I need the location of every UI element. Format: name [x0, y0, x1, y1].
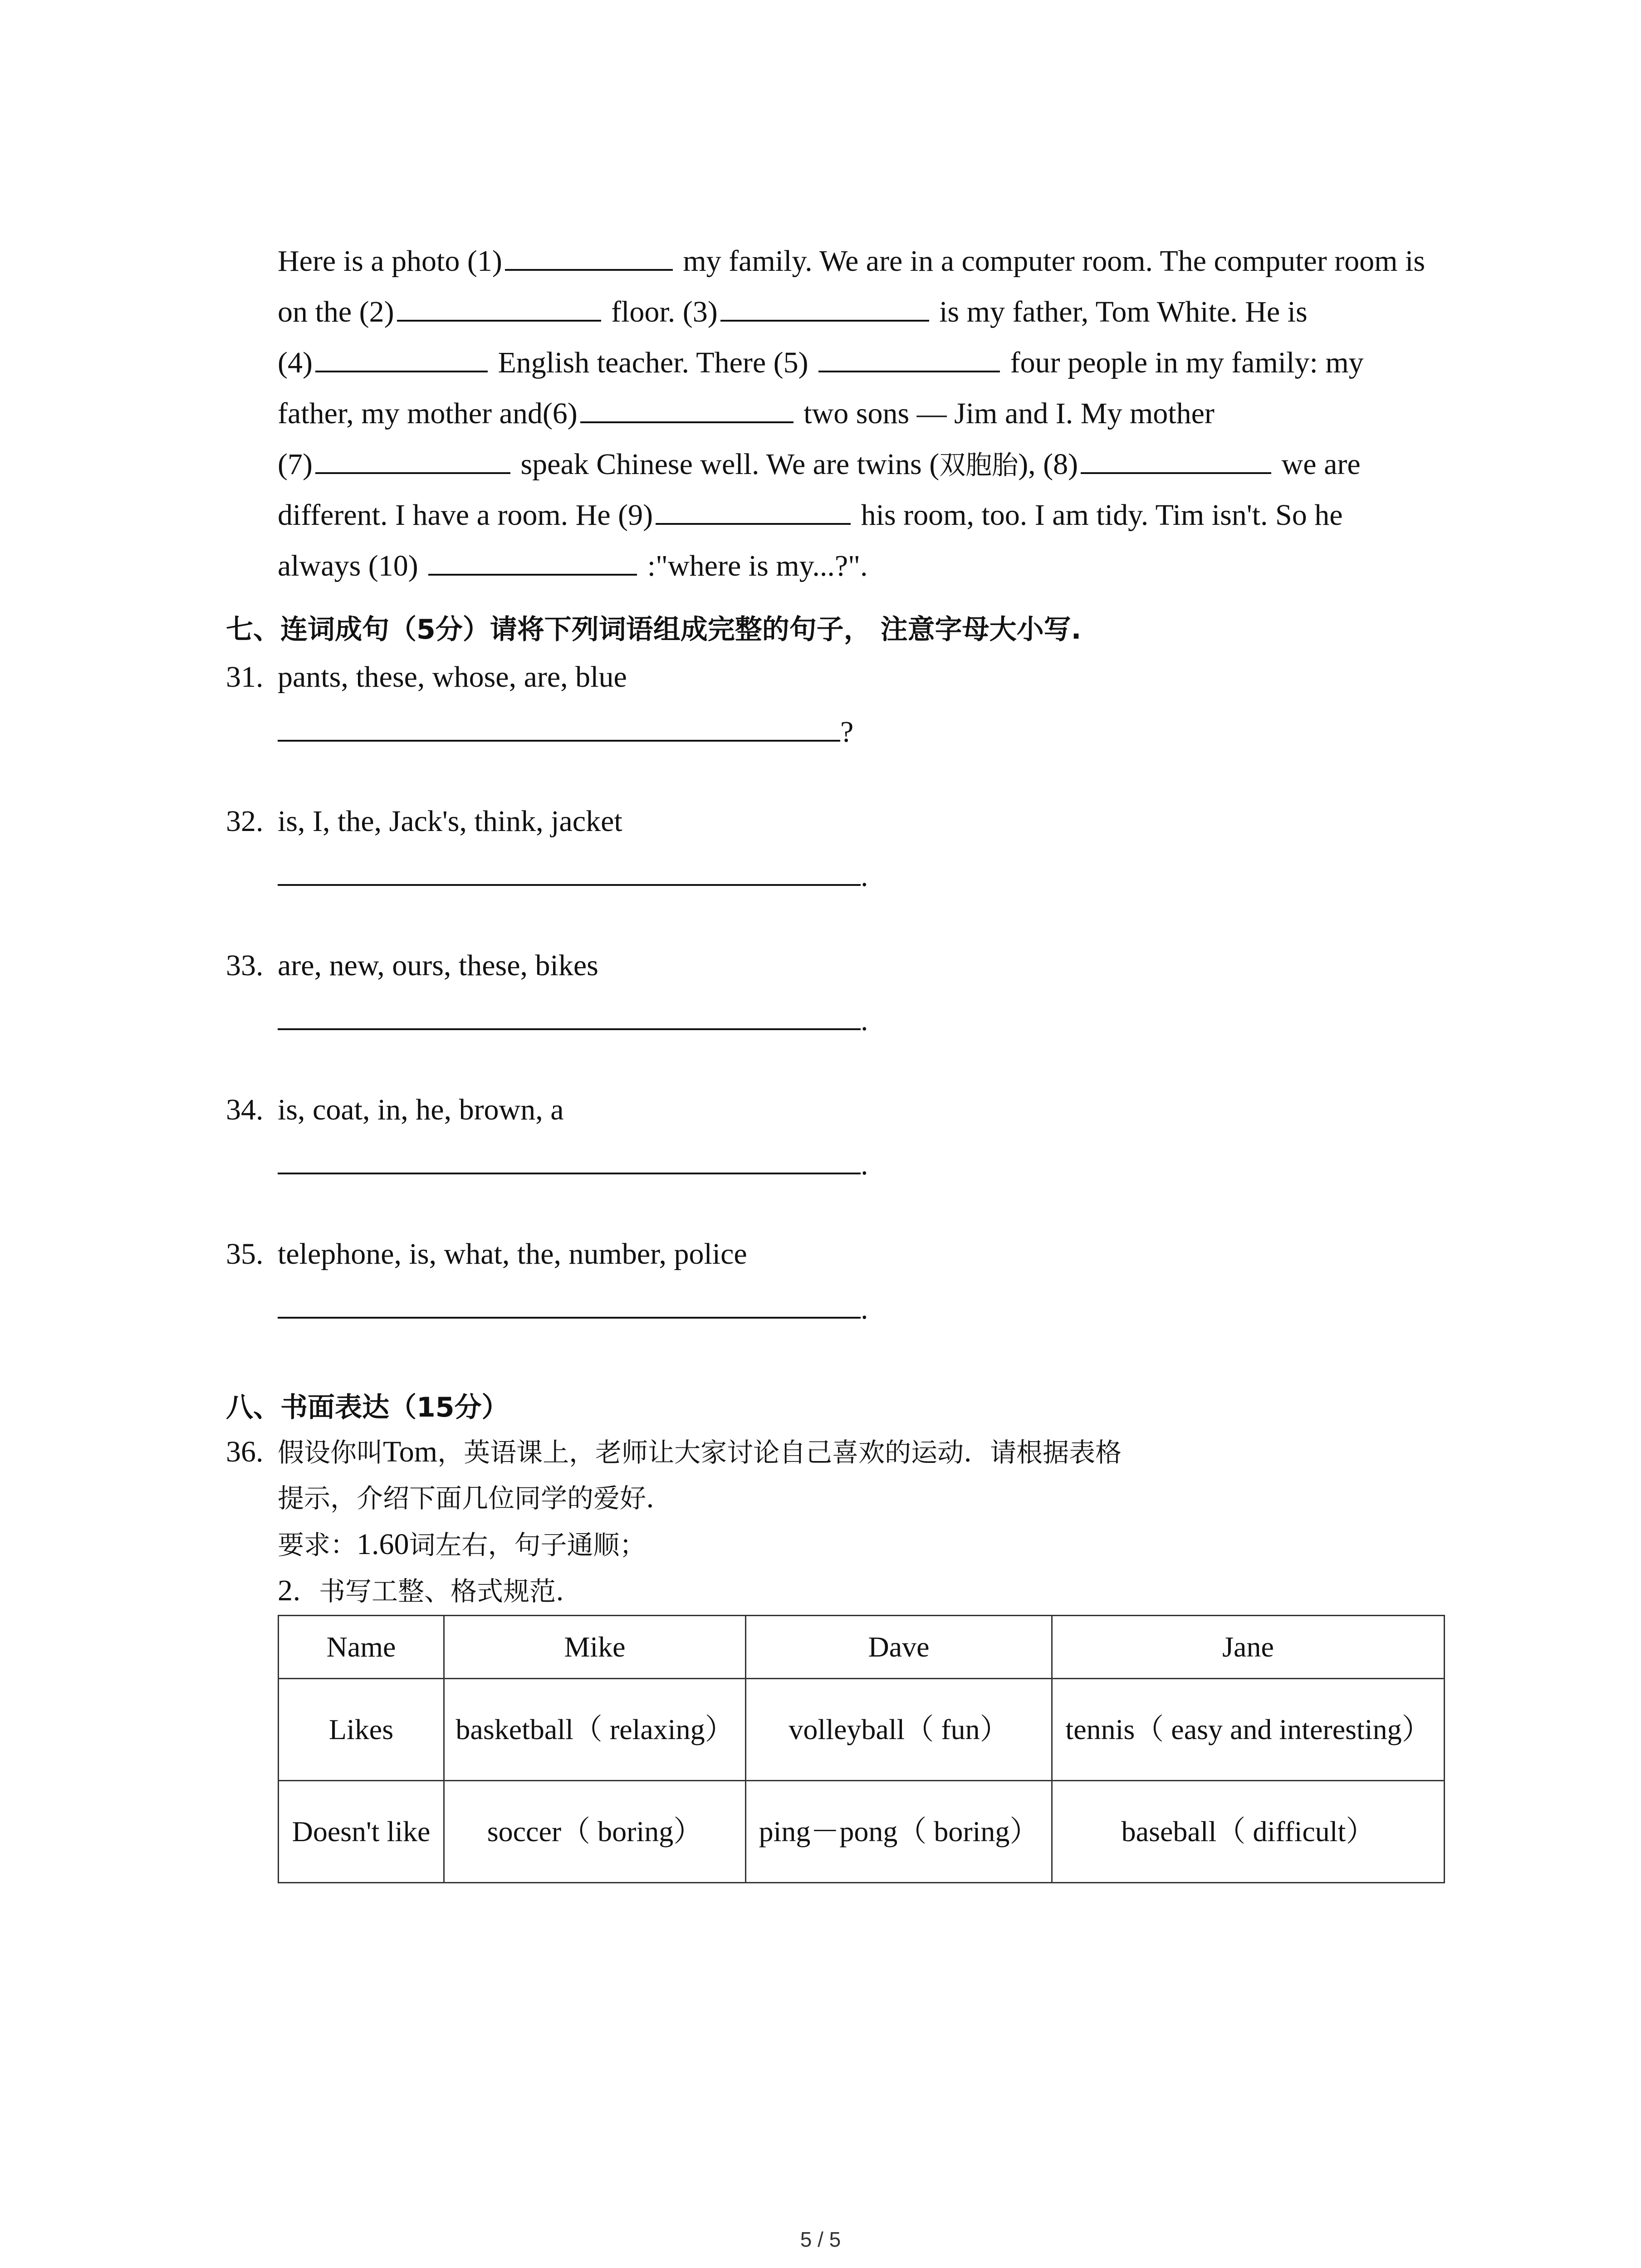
- answer-rule[interactable]: [278, 998, 861, 1030]
- prompt-line-4: 2．书写工整、格式规范．: [278, 1574, 583, 1607]
- answer-blank[interactable]: [656, 493, 851, 525]
- passage-text: speak Chinese well. We are twins (: [513, 448, 940, 481]
- prompt-line-3: 要求：1.60词左右，句子通顺；: [278, 1528, 646, 1561]
- passage-line: [278, 287, 1453, 337]
- table-cell: tennis（ easy and interesting）: [1052, 1679, 1445, 1781]
- passage-text: is my father, Tom White. He is: [931, 295, 1308, 328]
- answer-line[interactable]: [278, 1143, 868, 1181]
- answer-line[interactable]: [278, 710, 854, 748]
- passage-line: [278, 541, 1453, 591]
- answer-blank[interactable]: [505, 239, 673, 271]
- answer-blank[interactable]: [315, 442, 510, 474]
- passage-text: English teacher. There (5): [490, 346, 816, 379]
- answer-line[interactable]: [278, 1287, 868, 1325]
- passage-text: (4): [278, 346, 313, 379]
- answer-blank[interactable]: [428, 544, 637, 576]
- passage-line: [278, 439, 1453, 490]
- word-list: is, I, the, Jack's, think, jacket: [278, 805, 622, 838]
- question-number: 33.: [226, 949, 264, 982]
- answer-blank[interactable]: [397, 290, 601, 322]
- passage-text: Here is a photo (1): [278, 244, 502, 278]
- passage-text: we are: [1274, 448, 1361, 481]
- question-number: 36.: [226, 1435, 264, 1468]
- table-cell: ping－pong（ boring）: [746, 1781, 1052, 1883]
- passage-text: my family. We are in a computer room. The computer room is: [675, 244, 1425, 278]
- prompt-line-1: 36. 假设你叫Tom，英语课上，老师让大家讨论自己喜欢的运动．请根据表格: [226, 1429, 1122, 1475]
- passage-text: ), (8): [1018, 448, 1078, 481]
- answer-rule[interactable]: [278, 854, 861, 886]
- hobby-table: [278, 1615, 1445, 1883]
- answer-blank[interactable]: [1081, 442, 1271, 474]
- word-list: are, new, ours, these, bikes: [278, 949, 598, 982]
- sentence-end-mark: .: [861, 860, 868, 893]
- question-number: 31.: [226, 660, 264, 694]
- page-number: 5 / 5: [800, 2228, 841, 2251]
- header-cell: Mike: [444, 1616, 746, 1679]
- passage-text: on the (2): [278, 295, 394, 328]
- question-35: [226, 1237, 747, 1271]
- prompt-line-2: 提示，介绍下面几位同学的爱好．: [278, 1483, 673, 1514]
- answer-blank[interactable]: [818, 341, 1000, 372]
- sentence-end-mark: .: [861, 1292, 868, 1325]
- table-cell: Doesn't like: [279, 1781, 444, 1883]
- passage-line: [278, 388, 1453, 439]
- passage-text: father, my mother and(6): [278, 397, 578, 430]
- table-cell: baseball（ difficult）: [1052, 1781, 1445, 1883]
- passage-text: different. I have a room. He (9): [278, 499, 653, 532]
- word-list: is, coat, in, he, brown, a: [278, 1093, 564, 1126]
- table-header-row: [279, 1616, 1445, 1679]
- passage-text: his room, too. I am tidy. Tim isn't. So he: [853, 499, 1343, 532]
- passage-text: always (10): [278, 549, 426, 582]
- question-33: [226, 948, 598, 983]
- sentence-end-mark: .: [861, 1148, 868, 1181]
- table-cell: basketball（ relaxing）: [444, 1679, 746, 1781]
- passage-text: two sons — Jim and I. My mother: [796, 397, 1215, 430]
- table-cell: Likes: [279, 1679, 444, 1781]
- question-number: 34.: [226, 1093, 264, 1126]
- answer-line[interactable]: [278, 998, 868, 1037]
- answer-blank[interactable]: [720, 290, 929, 322]
- sentence-end-mark: ?: [840, 715, 854, 748]
- section-7-heading: 七、连词成句（5分）请将下列词语组成完整的句子， 注意字母大小写.: [226, 614, 1082, 645]
- answer-line[interactable]: [278, 854, 868, 893]
- header-cell: Name: [279, 1616, 444, 1679]
- answer-blank[interactable]: [580, 391, 794, 423]
- answer-rule[interactable]: [278, 1143, 861, 1174]
- question-32: [226, 804, 622, 839]
- passage-line: [278, 337, 1453, 388]
- table-row: [279, 1679, 1445, 1781]
- question-number: 35.: [226, 1237, 264, 1271]
- passage-text: 双胞胎: [939, 450, 1019, 480]
- passage-line: [278, 236, 1453, 287]
- section-8-heading: 八、书面表达（15分）: [226, 1392, 509, 1423]
- word-list: telephone, is, what, the, number, police: [278, 1237, 747, 1271]
- header-cell: Dave: [746, 1616, 1052, 1679]
- writing-prompt: [226, 1429, 1122, 1614]
- passage-text: (7): [278, 448, 313, 481]
- table-cell: soccer（ boring）: [444, 1781, 746, 1883]
- word-list: pants, these, whose, are, blue: [278, 660, 627, 694]
- answer-rule[interactable]: [278, 710, 840, 742]
- sentence-end-mark: .: [861, 1004, 868, 1037]
- question-34: [226, 1093, 564, 1127]
- question-number: 32.: [226, 805, 264, 838]
- passage-text: four people in my family: my: [1003, 346, 1364, 379]
- answer-rule[interactable]: [278, 1287, 861, 1319]
- passage-line: [278, 490, 1453, 541]
- cloze-passage: [278, 236, 1453, 591]
- answer-blank[interactable]: [315, 341, 488, 372]
- passage-text: :"where is my...?".: [640, 549, 868, 582]
- table-row: [279, 1781, 1445, 1883]
- header-cell: Jane: [1052, 1616, 1445, 1679]
- table-cell: volleyball（ fun）: [746, 1679, 1052, 1781]
- question-31: [226, 660, 627, 694]
- passage-text: floor. (3): [603, 295, 718, 328]
